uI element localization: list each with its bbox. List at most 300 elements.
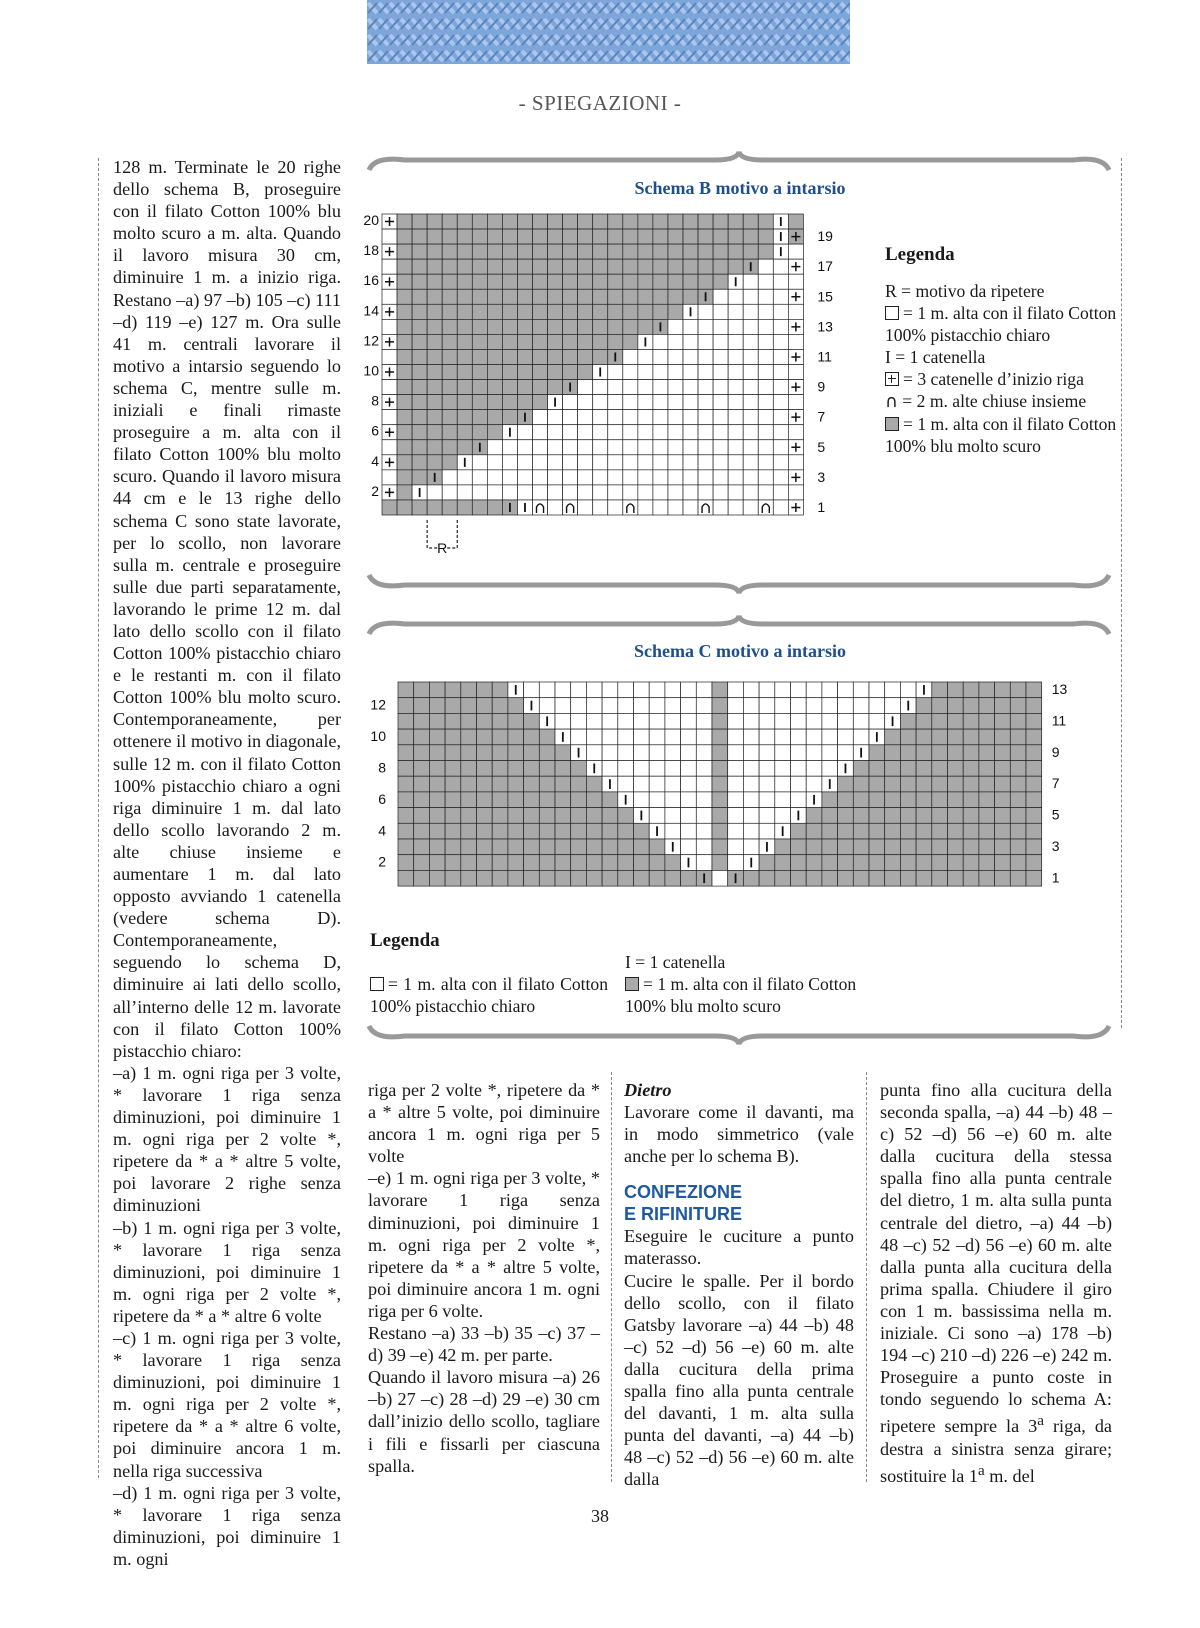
grid-cell bbox=[586, 729, 602, 745]
grid-cell bbox=[948, 698, 964, 714]
grid-cell bbox=[593, 500, 608, 515]
grid-cell bbox=[773, 440, 788, 455]
grid-cell bbox=[853, 855, 869, 871]
grid-cell bbox=[487, 334, 502, 349]
grid-cell bbox=[822, 713, 838, 729]
grid-cell bbox=[698, 259, 713, 274]
grid-cell bbox=[773, 259, 788, 274]
grid-cell bbox=[743, 380, 758, 395]
grid-cell bbox=[398, 823, 414, 839]
grid-cell bbox=[555, 855, 571, 871]
grid-cell bbox=[461, 761, 477, 777]
grid-cell bbox=[524, 729, 540, 745]
grid-cell bbox=[775, 808, 791, 824]
grid-cell bbox=[602, 713, 618, 729]
grid-cell bbox=[623, 380, 638, 395]
grid-cell bbox=[773, 470, 788, 485]
grid-cell bbox=[638, 395, 653, 410]
grid-cell bbox=[696, 776, 712, 792]
grid-cell bbox=[487, 229, 502, 244]
grid-cell bbox=[916, 698, 932, 714]
grid-cell bbox=[995, 839, 1011, 855]
grid-cell bbox=[442, 244, 457, 259]
grid-cell bbox=[788, 334, 803, 349]
grid-cell bbox=[563, 485, 578, 500]
grid-cell bbox=[608, 380, 623, 395]
grid-cell bbox=[429, 713, 445, 729]
grid-cell bbox=[477, 839, 493, 855]
grid-cell bbox=[668, 425, 683, 440]
grid-cell bbox=[638, 365, 653, 380]
grid-cell bbox=[548, 214, 563, 229]
grid-cell bbox=[533, 304, 548, 319]
grid-cell bbox=[602, 698, 618, 714]
grid-cell bbox=[461, 792, 477, 808]
grid-cell bbox=[442, 425, 457, 440]
grid-cell bbox=[608, 455, 623, 470]
grid-cell bbox=[665, 745, 681, 761]
grid-cell bbox=[524, 839, 540, 855]
grid-cell bbox=[502, 349, 517, 364]
grid-cell bbox=[758, 319, 773, 334]
grid-cell bbox=[885, 745, 901, 761]
grid-cell bbox=[442, 229, 457, 244]
row-label: 19 bbox=[817, 228, 833, 245]
grid-cell bbox=[502, 334, 517, 349]
grid-cell bbox=[502, 455, 517, 470]
grid-cell bbox=[712, 808, 728, 824]
grid-cell bbox=[602, 855, 618, 871]
grid-cell bbox=[623, 455, 638, 470]
grid-cell bbox=[806, 745, 822, 761]
grid-cell bbox=[788, 455, 803, 470]
grid-cell bbox=[758, 274, 773, 289]
grid-cell bbox=[517, 304, 532, 319]
grid-cell bbox=[414, 776, 430, 792]
legend-gray-cell: = 1 m. alta con il filato Cotton 100% blu molto scuro bbox=[885, 414, 1117, 456]
grid-cell bbox=[445, 776, 461, 792]
grid-cell bbox=[743, 425, 758, 440]
grid-cell bbox=[487, 259, 502, 274]
grid-cell bbox=[712, 792, 728, 808]
grid-cell bbox=[412, 289, 427, 304]
grid-cell bbox=[517, 470, 532, 485]
grid-cell bbox=[728, 395, 743, 410]
grid-cell bbox=[1026, 761, 1042, 777]
legend-decrease: ∩ = 2 m. alte chiuse insieme bbox=[885, 391, 1087, 412]
grid-cell bbox=[683, 289, 698, 304]
grid-cell bbox=[728, 839, 744, 855]
grid-cell bbox=[508, 698, 524, 714]
grid-cell bbox=[397, 244, 412, 259]
grid-cell bbox=[900, 745, 916, 761]
grid-cell bbox=[533, 319, 548, 334]
grid-cell bbox=[1026, 745, 1042, 761]
grid-cell bbox=[623, 244, 638, 259]
grid-cell bbox=[759, 823, 775, 839]
grid-cell bbox=[593, 410, 608, 425]
grid-cell bbox=[668, 289, 683, 304]
grid-cell bbox=[445, 713, 461, 729]
grid-cell bbox=[608, 304, 623, 319]
row-label: 8 bbox=[371, 392, 379, 409]
grid-cell bbox=[759, 761, 775, 777]
grid-cell bbox=[698, 470, 713, 485]
grid-cell bbox=[477, 776, 493, 792]
grid-cell bbox=[412, 319, 427, 334]
grid-cell bbox=[412, 274, 427, 289]
grid-cell bbox=[492, 808, 508, 824]
grid-cell bbox=[502, 485, 517, 500]
grid-cell bbox=[492, 713, 508, 729]
grid-cell bbox=[932, 855, 948, 871]
grid-cell bbox=[775, 792, 791, 808]
grid-cell bbox=[713, 410, 728, 425]
grid-cell bbox=[397, 304, 412, 319]
grid-cell bbox=[759, 870, 775, 886]
grid-cell bbox=[397, 274, 412, 289]
grid-cell bbox=[712, 698, 728, 714]
grid-cell bbox=[618, 682, 634, 698]
grid-cell bbox=[932, 745, 948, 761]
grid-cell bbox=[822, 823, 838, 839]
grid-cell bbox=[885, 808, 901, 824]
column-divider bbox=[866, 1072, 867, 1482]
grid-cell bbox=[593, 455, 608, 470]
grid-cell bbox=[653, 440, 668, 455]
grid-cell bbox=[775, 729, 791, 745]
grid-cell bbox=[698, 214, 713, 229]
grid-cell bbox=[916, 745, 932, 761]
grid-cell bbox=[979, 761, 995, 777]
grid-cell bbox=[472, 500, 487, 515]
grid-cell bbox=[397, 349, 412, 364]
grid-cell bbox=[548, 259, 563, 274]
grid-cell bbox=[681, 839, 697, 855]
grid-cell bbox=[668, 470, 683, 485]
grid-cell bbox=[963, 808, 979, 824]
grid-cell bbox=[681, 776, 697, 792]
grid-cell bbox=[457, 334, 472, 349]
grid-cell bbox=[412, 229, 427, 244]
grid-cell bbox=[900, 823, 916, 839]
grid-cell bbox=[533, 334, 548, 349]
grid-cell bbox=[548, 304, 563, 319]
grid-cell bbox=[822, 792, 838, 808]
grid-cell bbox=[578, 304, 593, 319]
grid-cell bbox=[472, 259, 487, 274]
grid-cell bbox=[791, 713, 807, 729]
grid-cell bbox=[869, 855, 885, 871]
grid-cell bbox=[524, 713, 540, 729]
grid-cell bbox=[487, 289, 502, 304]
grid-cell bbox=[623, 259, 638, 274]
grid-cell bbox=[698, 440, 713, 455]
grid-cell bbox=[1026, 870, 1042, 886]
paragraph: Lavorare come il davanti, ma in modo simmetrico (vale anche per lo schema B). bbox=[624, 1102, 854, 1167]
grid-cell bbox=[1010, 839, 1026, 855]
grid-cell bbox=[653, 410, 668, 425]
grid-cell bbox=[508, 870, 524, 886]
grid-cell bbox=[759, 745, 775, 761]
grid-cell bbox=[743, 839, 759, 855]
grid-cell bbox=[427, 380, 442, 395]
grid-cell bbox=[533, 229, 548, 244]
grid-cell bbox=[758, 485, 773, 500]
grid-cell bbox=[759, 792, 775, 808]
grid-cell bbox=[634, 776, 650, 792]
grid-cell bbox=[853, 713, 869, 729]
grid-cell bbox=[578, 289, 593, 304]
grid-cell bbox=[668, 500, 683, 515]
paragraph: Restano –a) 33 –b) 35 –c) 37 –d) 39 –e) 42 m. per parte. bbox=[368, 1323, 600, 1366]
grid-cell bbox=[681, 729, 697, 745]
grid-cell bbox=[838, 682, 854, 698]
grid-cell bbox=[445, 823, 461, 839]
grid-cell bbox=[412, 500, 427, 515]
grid-cell bbox=[445, 870, 461, 886]
grid-cell bbox=[442, 274, 457, 289]
grid-cell bbox=[533, 485, 548, 500]
grid-cell bbox=[728, 440, 743, 455]
grid-cell bbox=[502, 440, 517, 455]
grid-cell bbox=[412, 440, 427, 455]
grid-cell bbox=[548, 365, 563, 380]
grid-cell bbox=[743, 870, 759, 886]
grid-cell bbox=[397, 410, 412, 425]
grid-cell bbox=[712, 745, 728, 761]
grid-cell bbox=[853, 776, 869, 792]
grid-cell bbox=[653, 229, 668, 244]
grid-cell bbox=[979, 855, 995, 871]
grid-cell bbox=[414, 823, 430, 839]
grid-cell bbox=[398, 808, 414, 824]
grid-cell bbox=[649, 729, 665, 745]
legend-title: Legenda bbox=[370, 930, 440, 951]
grid-cell bbox=[773, 410, 788, 425]
grid-cell bbox=[668, 455, 683, 470]
grid-cell bbox=[1010, 823, 1026, 839]
grid-cell bbox=[698, 244, 713, 259]
grid-cell bbox=[533, 425, 548, 440]
grid-cell bbox=[578, 440, 593, 455]
grid-cell bbox=[461, 823, 477, 839]
grid-cell bbox=[623, 334, 638, 349]
grid-cell bbox=[665, 713, 681, 729]
grid-cell bbox=[634, 698, 650, 714]
grid-cell bbox=[728, 425, 743, 440]
grid-cell bbox=[593, 485, 608, 500]
grid-cell bbox=[602, 729, 618, 745]
schema-b-title: Schema B motivo a intarsio bbox=[634, 178, 846, 198]
grid-cell bbox=[698, 380, 713, 395]
grid-cell bbox=[445, 792, 461, 808]
grid-cell bbox=[412, 304, 427, 319]
grid-cell bbox=[773, 395, 788, 410]
grid-cell bbox=[773, 365, 788, 380]
grid-cell bbox=[900, 776, 916, 792]
grid-cell bbox=[571, 713, 587, 729]
grid-cell bbox=[539, 682, 555, 698]
grid-cell bbox=[608, 229, 623, 244]
grid-cell bbox=[555, 839, 571, 855]
grid-cell bbox=[586, 682, 602, 698]
grid-cell bbox=[743, 440, 758, 455]
grid-cell bbox=[681, 870, 697, 886]
paragraph: –e) 1 m. ogni riga per 3 volte, * lavorare 1 riga senza diminuzioni, poi diminuire 1 m. ogni riga per 2 volte *, ripetere da * a * altre 5 volte, poi diminuire ancora 1 m. ogni riga per 6 volte. bbox=[368, 1168, 600, 1321]
grid-cell bbox=[791, 745, 807, 761]
grid-cell bbox=[728, 745, 744, 761]
grid-cell bbox=[728, 855, 744, 871]
grid-cell bbox=[649, 698, 665, 714]
grid-cell bbox=[822, 698, 838, 714]
grid-cell bbox=[758, 395, 773, 410]
grid-cell bbox=[853, 698, 869, 714]
grid-cell bbox=[461, 839, 477, 855]
grid-cell bbox=[533, 395, 548, 410]
row-label: 6 bbox=[371, 422, 379, 439]
grid-cell bbox=[712, 823, 728, 839]
grid-cell bbox=[508, 761, 524, 777]
grid-cell bbox=[638, 289, 653, 304]
plus-cell-icon bbox=[885, 372, 899, 386]
grid-cell bbox=[608, 334, 623, 349]
grid-cell bbox=[472, 485, 487, 500]
grid-cell bbox=[634, 870, 650, 886]
grid-cell bbox=[382, 410, 397, 425]
grid-cell bbox=[472, 274, 487, 289]
grid-cell bbox=[517, 440, 532, 455]
grid-cell bbox=[649, 839, 665, 855]
grid-cell bbox=[571, 682, 587, 698]
grid-cell bbox=[759, 698, 775, 714]
grid-cell bbox=[398, 713, 414, 729]
grid-cell bbox=[548, 485, 563, 500]
grid-cell bbox=[477, 792, 493, 808]
grid-cell bbox=[665, 682, 681, 698]
grid-cell bbox=[414, 729, 430, 745]
grid-cell bbox=[995, 792, 1011, 808]
grid-cell bbox=[457, 319, 472, 334]
grid-cell bbox=[571, 808, 587, 824]
grid-cell bbox=[502, 365, 517, 380]
grid-cell bbox=[696, 808, 712, 824]
grid-cell bbox=[948, 792, 964, 808]
grid-cell bbox=[900, 808, 916, 824]
grid-cell bbox=[665, 792, 681, 808]
grid-cell bbox=[477, 823, 493, 839]
grid-cell bbox=[487, 244, 502, 259]
grid-cell bbox=[487, 410, 502, 425]
grid-cell bbox=[979, 776, 995, 792]
grid-cell bbox=[653, 289, 668, 304]
grid-cell bbox=[728, 304, 743, 319]
grid-cell bbox=[539, 776, 555, 792]
grid-cell bbox=[838, 745, 854, 761]
grid-cell bbox=[638, 440, 653, 455]
grid-cell bbox=[698, 334, 713, 349]
grid-cell bbox=[487, 304, 502, 319]
grid-cell bbox=[728, 244, 743, 259]
grid-cell bbox=[382, 470, 397, 485]
grid-cell bbox=[979, 682, 995, 698]
grid-cell bbox=[758, 214, 773, 229]
grid-cell bbox=[683, 425, 698, 440]
grid-cell bbox=[445, 839, 461, 855]
grid-cell bbox=[758, 365, 773, 380]
grid-cell bbox=[602, 745, 618, 761]
grid-cell bbox=[683, 319, 698, 334]
grid-cell bbox=[638, 470, 653, 485]
grid-cell bbox=[427, 455, 442, 470]
grid-cell bbox=[979, 808, 995, 824]
grid-cell bbox=[638, 380, 653, 395]
grid-cell bbox=[548, 229, 563, 244]
grid-cell bbox=[713, 229, 728, 244]
grid-cell bbox=[563, 440, 578, 455]
grid-cell bbox=[638, 485, 653, 500]
grid-cell bbox=[712, 855, 728, 871]
grid-cell bbox=[713, 289, 728, 304]
grid-cell bbox=[1026, 792, 1042, 808]
grid-cell bbox=[653, 259, 668, 274]
grid-cell bbox=[548, 500, 563, 515]
grid-cell bbox=[563, 304, 578, 319]
grid-cell bbox=[916, 729, 932, 745]
row-label: 7 bbox=[1051, 775, 1060, 792]
grid-cell bbox=[593, 349, 608, 364]
grid-cell bbox=[916, 776, 932, 792]
grid-cell bbox=[593, 395, 608, 410]
grid-cell bbox=[472, 304, 487, 319]
grid-cell bbox=[508, 823, 524, 839]
grid-cell bbox=[712, 713, 728, 729]
grid-cell bbox=[492, 729, 508, 745]
grid-cell bbox=[492, 839, 508, 855]
grid-cell bbox=[743, 776, 759, 792]
grid-cell bbox=[743, 214, 758, 229]
grid-cell bbox=[457, 440, 472, 455]
grid-cell bbox=[665, 761, 681, 777]
grid-cell bbox=[822, 855, 838, 871]
grid-cell bbox=[442, 349, 457, 364]
grid-cell bbox=[502, 244, 517, 259]
grid-cell bbox=[442, 485, 457, 500]
row-label: 5 bbox=[817, 438, 826, 455]
grid-cell bbox=[773, 485, 788, 500]
grid-cell bbox=[608, 289, 623, 304]
grid-cell bbox=[398, 776, 414, 792]
grid-cell bbox=[932, 713, 948, 729]
grid-cell bbox=[623, 440, 638, 455]
grid-cell bbox=[457, 425, 472, 440]
paragraph: Eseguire le cuciture a punto materasso. bbox=[624, 1226, 854, 1269]
grid-cell bbox=[548, 349, 563, 364]
grid-cell bbox=[382, 440, 397, 455]
grid-cell bbox=[728, 776, 744, 792]
grid-cell bbox=[461, 713, 477, 729]
grid-cell bbox=[442, 395, 457, 410]
grid-cell bbox=[653, 334, 668, 349]
grid-cell bbox=[791, 839, 807, 855]
grid-cell bbox=[900, 713, 916, 729]
grid-cell bbox=[728, 792, 744, 808]
grid-cell bbox=[806, 823, 822, 839]
grid-cell bbox=[668, 440, 683, 455]
grid-cell bbox=[713, 500, 728, 515]
grid-cell bbox=[563, 274, 578, 289]
grid-cell bbox=[683, 395, 698, 410]
